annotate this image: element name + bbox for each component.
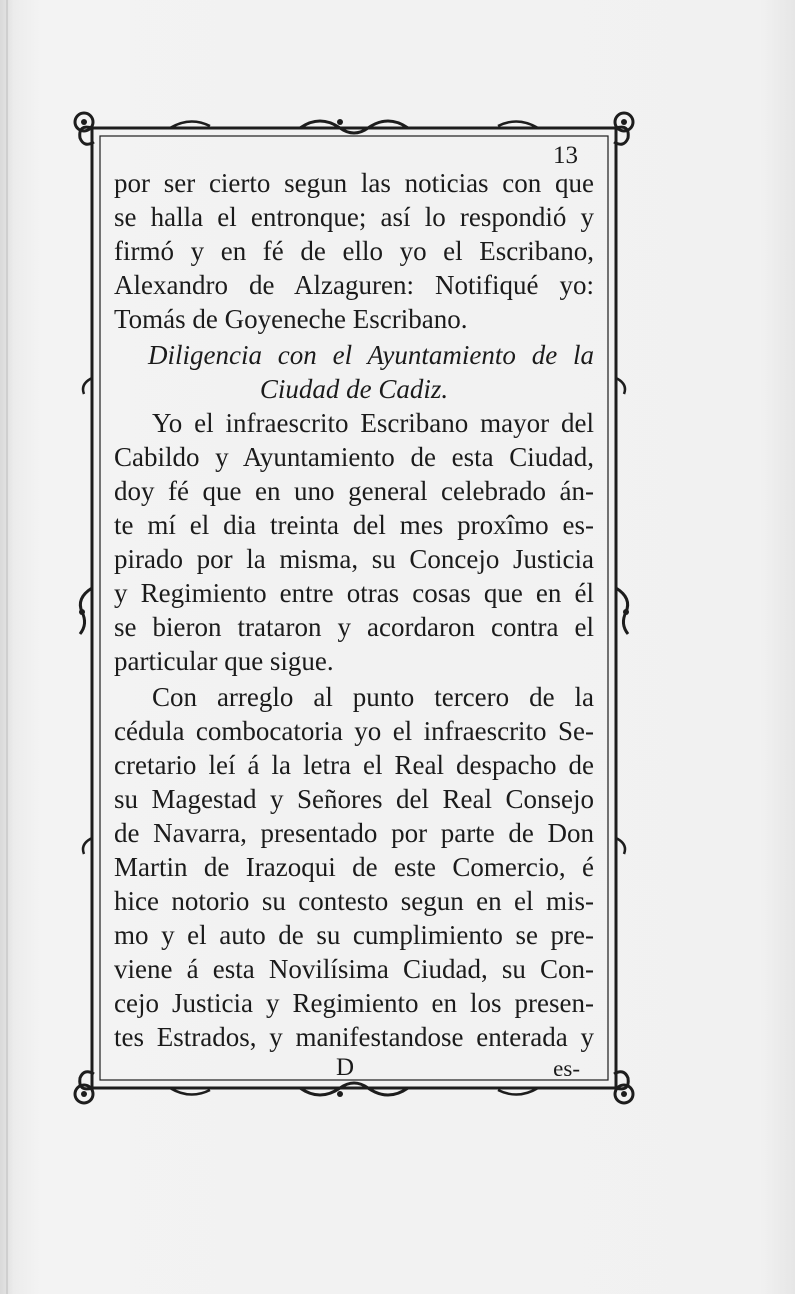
section-heading: Ciudad de Cadiz. — [259, 374, 449, 404]
text-line: su Magestad y Señores del Real Consejo — [114, 784, 594, 814]
section-heading: Diligencia con el Ayuntamiento de la — [148, 340, 594, 370]
text-line: tes Estrados, y manifestandose enterada y — [114, 1022, 594, 1052]
text-line: por ser cierto segun las noticias con que — [114, 168, 594, 198]
page-number: 13 — [553, 142, 578, 169]
signature-mark: D — [335, 1054, 355, 1081]
text-line: de Navarra, presentado por parte de Don — [114, 818, 594, 848]
text-line: pirado por la misma, su Concejo Justicia — [114, 544, 594, 574]
text-line: se halla el entronque; así lo respondió y — [114, 202, 594, 232]
text-line: cejo Justicia y Regimiento en los presen- — [114, 988, 594, 1018]
page-gutter — [6, 0, 8, 1294]
text-line: hice notorio su contesto segun en el mis- — [114, 886, 594, 916]
text-line: Martin de Irazoqui de este Comercio, é — [114, 852, 594, 882]
text-line: Con arreglo al punto tercero de la — [152, 682, 594, 712]
text-line: mo y el auto de su cumplimiento se pre- — [114, 920, 594, 950]
text-line: viene á esta Novilísima Ciudad, su Con- — [114, 954, 594, 984]
text-line: Yo el infraescrito Escribano mayor del — [152, 408, 594, 438]
text-line: firmó y en fé de ello yo el Escribano, — [114, 236, 594, 266]
text-line: cretario leí á la letra el Real despacho de — [114, 750, 594, 780]
text-line: doy fé que en uno general celebrado án- — [114, 476, 594, 506]
text-line: Cabildo y Ayuntamiento de esta Ciudad, — [114, 442, 594, 472]
text-line: te mí el dia treinta del mes proxîmo es- — [114, 510, 594, 540]
text-line: Tomás de Goyeneche Escribano. — [114, 304, 468, 334]
catchword: es- — [553, 1056, 580, 1081]
text-line: y Regimiento entre otras cosas que en él — [114, 578, 594, 608]
text-line: Alexandro de Alzaguren: Notifiqué yo: — [114, 270, 594, 300]
text-line: cédula combocatoria yo el infraescrito Se- — [114, 716, 594, 746]
text-line: particular que sigue. — [114, 646, 334, 676]
text-line: se bieron trataron y acordaron contra el — [114, 612, 594, 642]
